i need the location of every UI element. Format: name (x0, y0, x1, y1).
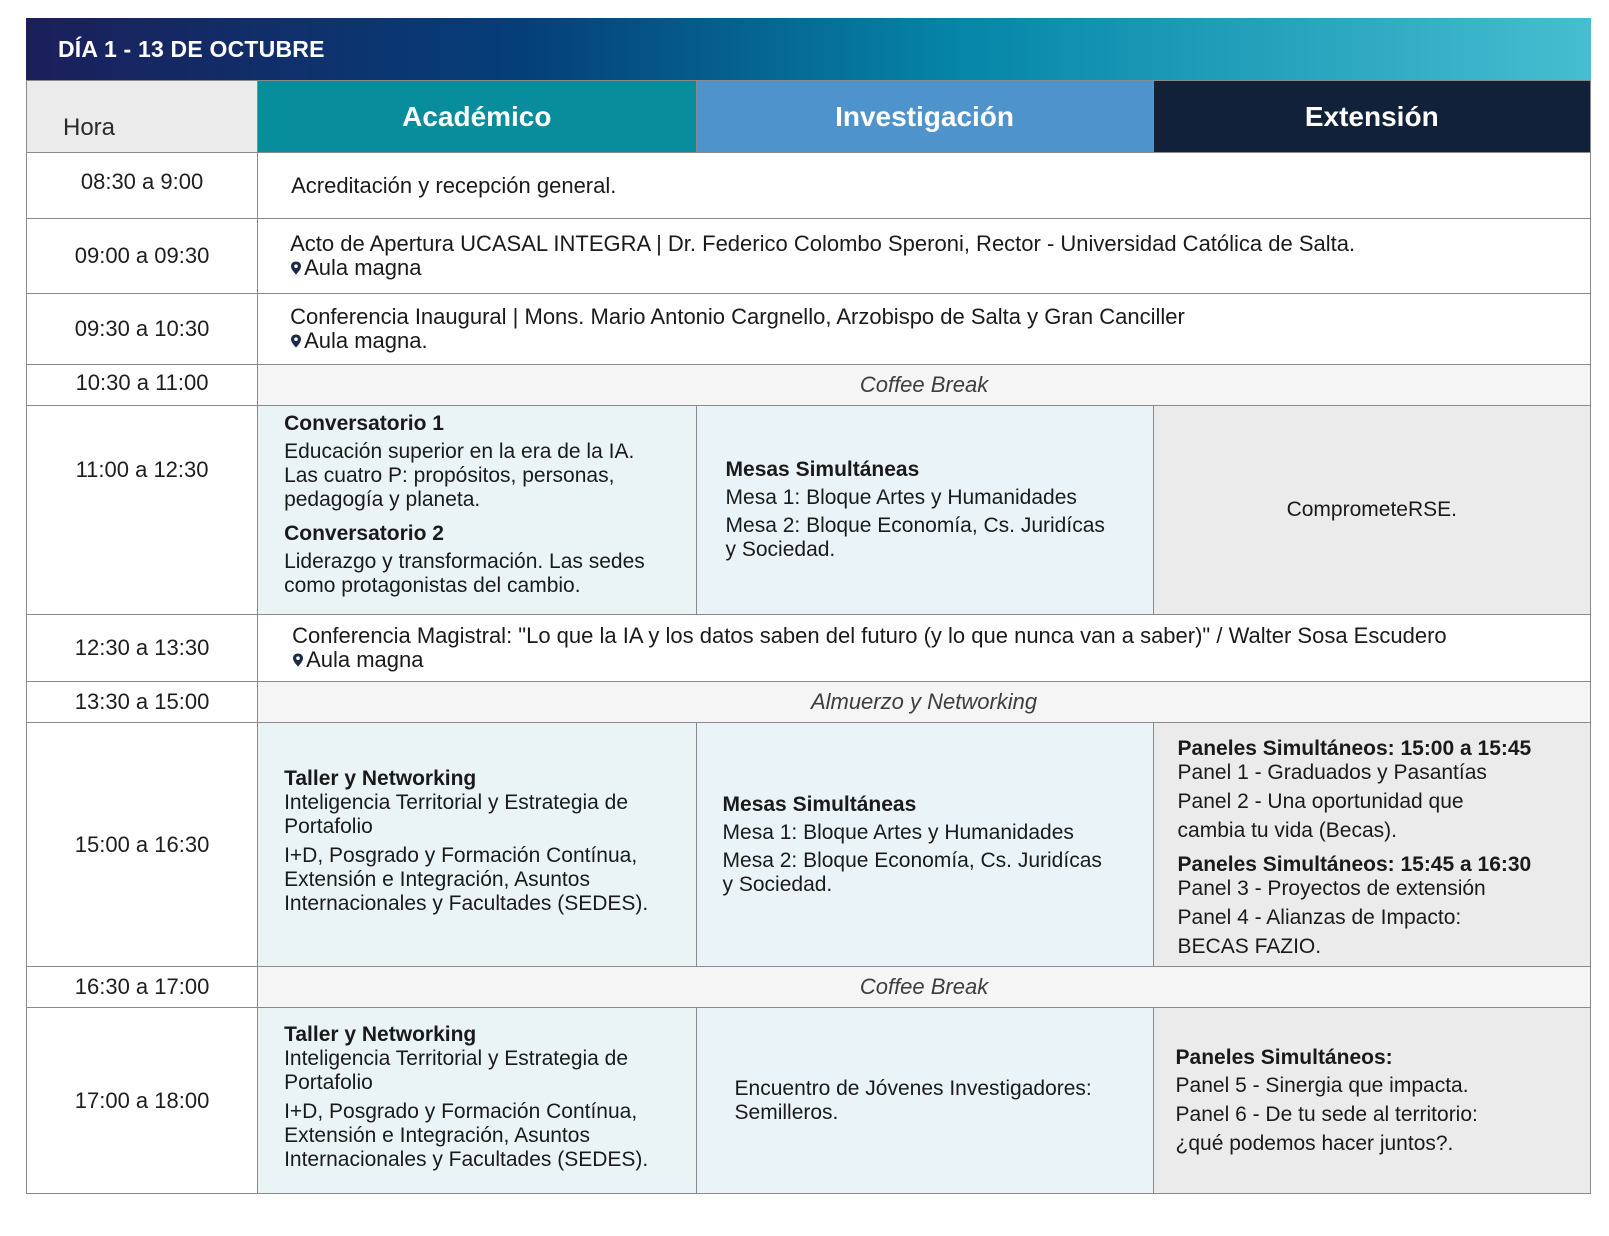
header-hora: Hora (27, 81, 258, 153)
table-row (27, 967, 1591, 1008)
event-text: Conferencia Inaugural | Mons. Mario Antonio Cargnello, Arzobispo de Salta y Gran Canciller (290, 304, 1185, 329)
table-row (27, 153, 1591, 219)
session-line: Inteligencia Territorial y Estrategia de (284, 791, 629, 814)
event-cell (258, 153, 1591, 219)
break-cell: Coffee Break (258, 365, 1591, 406)
session-line: Mesa 1: Bloque Artes y Humanidades (722, 820, 1074, 844)
event-location (290, 256, 1590, 280)
investigacion-cell (696, 406, 1153, 615)
table-row (27, 615, 1591, 682)
session-line: Inteligencia Territorial y Estrategia de (284, 1047, 629, 1070)
session-title: Paneles Simultáneos: 15:45 a 16:30 (1177, 853, 1532, 876)
break-cell: Coffee Break (258, 967, 1591, 1008)
session-title: Conversatorio 2 (284, 522, 444, 545)
table-row (27, 294, 1591, 365)
time-cell: 15:00 a 16:30 (27, 723, 258, 967)
day-title: DÍA 1 - 13 DE OCTUBRE (58, 35, 325, 62)
schedule-table (26, 80, 1591, 1194)
session-line: Panel 2 - Una oportunidad que (1177, 790, 1464, 813)
session-line: Semilleros. (734, 1100, 839, 1124)
investigacion-cell (696, 1008, 1153, 1194)
session-line: y Sociedad. (725, 538, 836, 561)
academico-cell (258, 406, 696, 615)
table-row (27, 219, 1591, 294)
location-text: Aula magna. (304, 328, 428, 353)
session-line: Panel 5 - Sinergia que impacta. (1175, 1073, 1469, 1097)
time-cell: 09:30 a 10:30 (27, 294, 258, 365)
session-line: Portafolio (284, 1071, 373, 1094)
location-text: Aula magna (306, 647, 424, 672)
session-line: cambia tu vida (Becas). (1177, 819, 1397, 842)
event-text: Acto de Apertura UCASAL INTEGRA | Dr. Federico Colombo Speroni, Rector - Universidad Católica de Salta. (290, 231, 1356, 256)
session-line: Panel 1 - Graduados y Pasantías (1177, 761, 1487, 784)
session-title: Mesas Simultáneas (722, 792, 917, 816)
time-cell: 08:30 a 9:00 (27, 153, 258, 219)
schedule-sheet (26, 18, 1591, 1194)
time-cell: 17:00 a 18:00 (27, 1008, 258, 1194)
session-line: Extensión e Integración, Asuntos (284, 868, 590, 891)
session-line: y Sociedad. (722, 872, 833, 896)
event-text: Conferencia Magistral: "Lo que la IA y los datos saben del futuro (y lo que nunca van a saber)" / Walter Sosa Escudero (292, 623, 1447, 648)
extension-cell (1153, 723, 1590, 967)
academico-cell (258, 723, 696, 967)
session-line: Mesa 2: Bloque Economía, Cs. Juridícas (725, 514, 1105, 537)
header-investigacion: Investigación (696, 81, 1153, 153)
event-text: Acreditación y recepción general. (291, 172, 617, 198)
table-row (27, 682, 1591, 723)
session-line: Mesa 2: Bloque Economía, Cs. Juridícas (722, 848, 1102, 872)
session-line: Liderazgo y transformación. Las sedes (284, 550, 645, 573)
session-line: Mesa 1: Bloque Artes y Humanidades (725, 486, 1077, 509)
time-cell: 11:00 a 12:30 (27, 406, 258, 615)
location-text: Aula magna (304, 255, 422, 280)
map-pin-icon (290, 261, 302, 275)
extension-cell (1153, 406, 1590, 615)
session-line: I+D, Posgrado y Formación Contínua, (284, 844, 638, 867)
session-line: Panel 6 - De tu sede al territorio: (1175, 1102, 1478, 1126)
session-title: Taller y Networking (284, 1023, 477, 1046)
academico-cell (258, 1008, 696, 1194)
time-cell: 09:00 a 09:30 (27, 219, 258, 294)
session-line: Panel 4 - Alianzas de Impacto: (1177, 906, 1462, 929)
event-cell (258, 294, 1591, 365)
time-cell: 16:30 a 17:00 (27, 967, 258, 1008)
header-row (27, 81, 1591, 153)
session-line: ¿qué podemos hacer juntos?. (1175, 1131, 1454, 1155)
session-line: Educación superior en la era de la IA. (284, 440, 635, 463)
event-cell (258, 219, 1591, 294)
event-cell (258, 615, 1591, 682)
session-title: Taller y Networking (284, 767, 477, 790)
table-row (27, 365, 1591, 406)
event-location (290, 329, 1590, 353)
session-line: Internacionales y Facultades (SEDES). (284, 1148, 649, 1171)
session-line: I+D, Posgrado y Formación Contínua, (284, 1100, 638, 1123)
table-row (27, 723, 1591, 967)
session-line: ComprometeRSE. (1286, 498, 1457, 521)
map-pin-icon (292, 653, 304, 667)
session-title: Mesas Simultáneas (725, 458, 920, 481)
session-title: Paneles Simultáneos: (1175, 1045, 1393, 1069)
map-pin-icon (290, 334, 302, 348)
session-title: Conversatorio 1 (284, 412, 444, 435)
session-line: como protagonistas del cambio. (284, 574, 581, 597)
session-line: Encuentro de Jóvenes Investigadores: (734, 1076, 1092, 1100)
event-location (292, 648, 1590, 672)
session-line: pedagogía y planeta. (284, 488, 481, 511)
header-extension: Extensión (1153, 81, 1590, 153)
session-line: Las cuatro P: propósitos, personas, (284, 464, 615, 487)
session-line: Internacionales y Facultades (SEDES). (284, 892, 649, 915)
header-academico: Académico (258, 81, 696, 153)
session-line: Portafolio (284, 815, 373, 838)
session-title: Paneles Simultáneos: 15:00 a 15:45 (1177, 737, 1532, 760)
table-row (27, 406, 1591, 615)
session-line: Panel 3 - Proyectos de extensión (1177, 877, 1486, 900)
break-cell: Almuerzo y Networking (258, 682, 1591, 723)
investigacion-cell (696, 723, 1153, 967)
session-line: BECAS FAZIO. (1177, 935, 1322, 958)
extension-cell (1153, 1008, 1590, 1194)
session-line: Extensión e Integración, Asuntos (284, 1124, 590, 1147)
time-cell: 10:30 a 11:00 (27, 365, 258, 406)
day-banner (26, 18, 1591, 80)
table-row (27, 1008, 1591, 1194)
time-cell: 13:30 a 15:00 (27, 682, 258, 723)
time-cell: 12:30 a 13:30 (27, 615, 258, 682)
